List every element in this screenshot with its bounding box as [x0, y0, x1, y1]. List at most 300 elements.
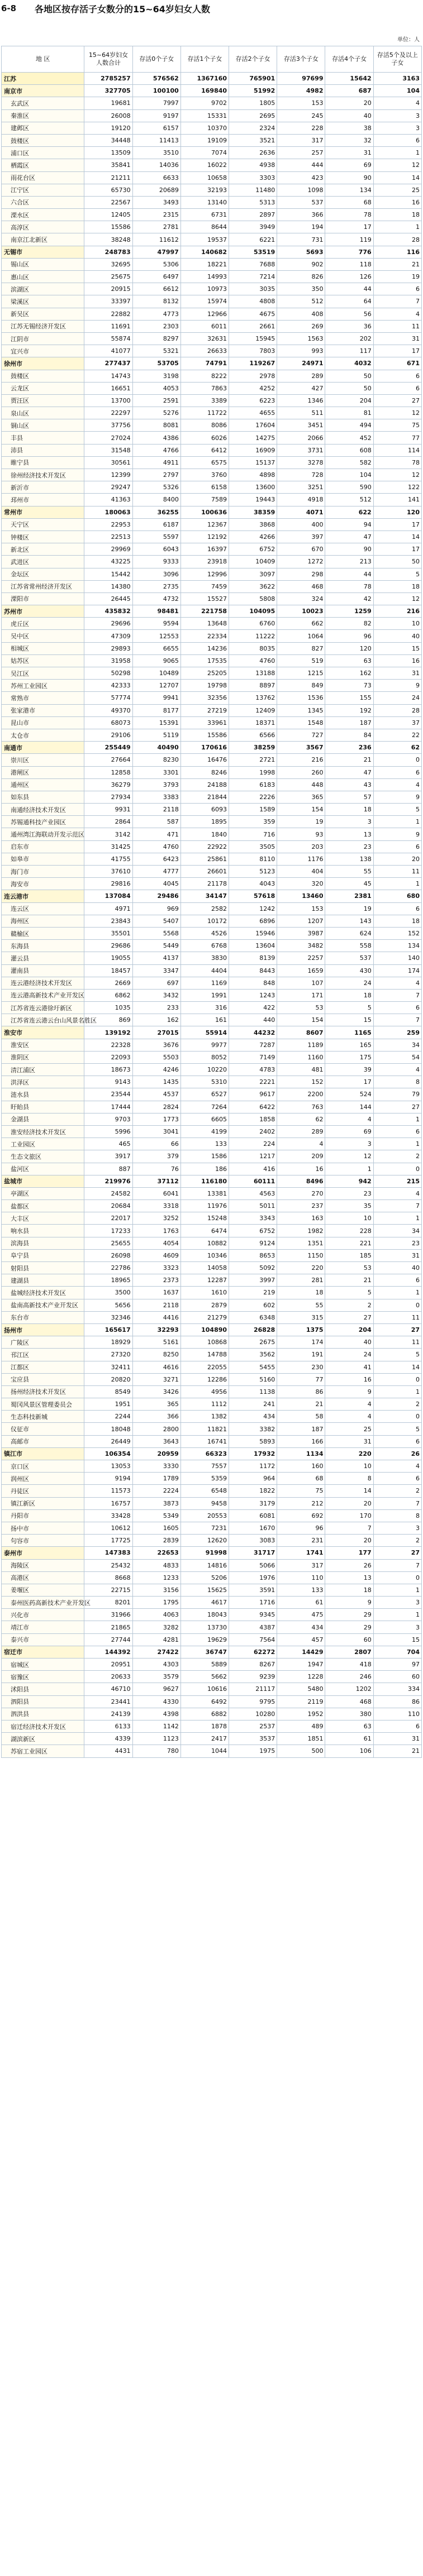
cell-children-0: 4398 — [132, 1708, 180, 1720]
cell-children-5plus: 77 — [373, 432, 421, 444]
table-row — [2, 295, 422, 308]
table-row — [2, 1373, 422, 1385]
cell-region-name: 惠山区 — [2, 271, 84, 283]
header-children-4: 存活4个子女 — [325, 46, 373, 73]
cell-children-4: 120 — [325, 642, 373, 654]
cell-children-4: 590 — [325, 481, 373, 494]
cell-total: 31425 — [84, 840, 132, 853]
cell-region-name: 连云港市 — [2, 890, 84, 902]
cell-children-0: 4386 — [132, 432, 180, 444]
cell-region-name: 江阴市 — [2, 332, 84, 345]
cell-total: 22017 — [84, 1212, 132, 1225]
table-row — [2, 159, 422, 171]
cell-children-0: 4537 — [132, 1088, 180, 1101]
cell-children-2: 5066 — [229, 1559, 277, 1571]
table-row — [2, 1349, 422, 1361]
cell-children-5plus: 6 — [373, 1435, 421, 1447]
cell-children-5plus: 31 — [373, 667, 421, 680]
cell-children-2: 3562 — [229, 1349, 277, 1361]
cell-children-4: 78 — [325, 580, 373, 592]
cell-children-4: 20 — [325, 97, 373, 109]
cell-total: 20633 — [84, 1671, 132, 1683]
cell-total: 30561 — [84, 456, 132, 469]
cell-children-0: 11413 — [132, 134, 180, 146]
table-row — [2, 618, 422, 630]
cell-children-5plus: 11 — [373, 1336, 421, 1349]
cell-region-name: 铜山区 — [2, 419, 84, 432]
cell-children-3: 1228 — [277, 1671, 325, 1683]
cell-children-1: 13140 — [180, 196, 229, 208]
cell-children-3: 1346 — [277, 394, 325, 407]
cell-total: 33397 — [84, 295, 132, 308]
cell-region-name: 海陵区 — [2, 1559, 84, 1571]
cell-region-name: 滨湖区 — [2, 283, 84, 295]
cell-children-5plus: 16 — [373, 196, 421, 208]
cell-children-5plus: 3 — [373, 1522, 421, 1534]
cell-children-5plus: 134 — [373, 940, 421, 952]
cell-children-4: 220 — [325, 1447, 373, 1460]
cell-children-4: 13 — [325, 1571, 373, 1584]
cell-children-4: 537 — [325, 952, 373, 964]
cell-children-3: 24971 — [277, 357, 325, 370]
cell-children-5plus: 2 — [373, 1535, 421, 1547]
cell-children-4: 162 — [325, 667, 373, 680]
cell-children-1: 100636 — [180, 506, 229, 518]
cell-region-name: 沛县 — [2, 444, 84, 456]
cell-children-3: 10023 — [277, 605, 325, 618]
cell-children-5plus: 0 — [373, 1571, 421, 1584]
cell-children-4: 53 — [325, 1262, 373, 1274]
cell-children-3: 2066 — [277, 432, 325, 444]
table-row — [2, 1485, 422, 1497]
cell-children-5plus: 12 — [373, 592, 421, 605]
header-region: 地 区 — [2, 46, 84, 73]
cell-children-4: 39 — [325, 1064, 373, 1076]
cell-region-name: 盐城市 — [2, 1175, 84, 1187]
cell-children-5plus: 6 — [373, 1720, 421, 1732]
cell-children-4: 4 — [325, 1398, 373, 1411]
cell-total: 13053 — [84, 1460, 132, 1473]
cell-region-name: 海安市 — [2, 878, 84, 890]
cell-children-0: 9333 — [132, 556, 180, 568]
cell-children-2: 4252 — [229, 382, 277, 394]
cell-children-4: 1202 — [325, 1683, 373, 1695]
table-row — [2, 171, 422, 184]
cell-children-0: 233 — [132, 1002, 180, 1014]
table-row — [2, 742, 422, 754]
cell-children-1: 14816 — [180, 1559, 229, 1571]
cell-children-2: 5092 — [229, 1262, 277, 1274]
cell-children-0: 4045 — [132, 878, 180, 890]
cell-children-0: 1763 — [132, 1225, 180, 1237]
cell-children-0: 53705 — [132, 357, 180, 370]
cell-total: 14743 — [84, 370, 132, 382]
table-row — [2, 1695, 422, 1708]
cell-total: 5996 — [84, 1125, 132, 1138]
cell-total: 20915 — [84, 283, 132, 295]
cell-children-5plus: 1 — [373, 1584, 421, 1596]
cell-children-5plus: 17 — [373, 518, 421, 531]
cell-children-5plus: 37 — [373, 716, 421, 729]
table-row — [2, 469, 422, 481]
cell-children-5plus: 4 — [373, 778, 421, 791]
cell-children-0: 8230 — [132, 754, 180, 766]
cell-region-name: 宿城区 — [2, 1659, 84, 1671]
table-row — [2, 332, 422, 345]
cell-children-2: 38359 — [229, 506, 277, 518]
cell-children-0: 1233 — [132, 1571, 180, 1584]
cell-children-2: 3521 — [229, 134, 277, 146]
cell-children-1: 1044 — [180, 1745, 229, 1757]
cell-children-1: 4199 — [180, 1125, 229, 1138]
cell-children-3: 519 — [277, 654, 325, 667]
cell-children-0: 3510 — [132, 147, 180, 159]
cell-children-0: 2839 — [132, 1535, 180, 1547]
cell-children-4: 213 — [325, 556, 373, 568]
cell-children-2: 3997 — [229, 1274, 277, 1287]
cell-children-5plus: 141 — [373, 494, 421, 506]
cell-children-1: 3830 — [180, 952, 229, 964]
cell-children-2: 8443 — [229, 964, 277, 977]
cell-children-2: 2324 — [229, 122, 277, 134]
cell-children-3: 475 — [277, 1609, 325, 1621]
cell-children-5plus: 62 — [373, 742, 421, 754]
table-row — [2, 481, 422, 494]
table-row — [2, 1323, 422, 1336]
cell-children-1: 21279 — [180, 1311, 229, 1323]
table-row — [2, 716, 422, 729]
cell-children-1: 11821 — [180, 1423, 229, 1435]
cell-region-name: 钟楼区 — [2, 531, 84, 543]
table-row — [2, 952, 422, 964]
table-row — [2, 258, 422, 270]
table-row — [2, 456, 422, 469]
cell-region-name: 徐州市 — [2, 357, 84, 370]
cell-region-name: 淮阴区 — [2, 1051, 84, 1063]
cell-children-3: 315 — [277, 1311, 325, 1323]
cell-children-1: 15527 — [180, 592, 229, 605]
cell-region-name: 宿迁经济技术开发区 — [2, 1720, 84, 1732]
cell-children-0: 4616 — [132, 1361, 180, 1373]
cell-children-4: 23 — [325, 1187, 373, 1199]
table-row — [2, 221, 422, 233]
cell-children-4: 418 — [325, 1659, 373, 1671]
table-row — [2, 1311, 422, 1323]
cell-children-0: 20689 — [132, 184, 180, 196]
cell-children-2: 53519 — [229, 246, 277, 258]
cell-children-0: 697 — [132, 977, 180, 989]
cell-children-2: 62272 — [229, 1646, 277, 1658]
cell-children-4: 20 — [325, 1497, 373, 1509]
cell-children-0: 1637 — [132, 1287, 180, 1299]
cell-region-name: 苏宿工业园区 — [2, 1745, 84, 1757]
cell-children-1: 4956 — [180, 1385, 229, 1398]
cell-total: 1951 — [84, 1398, 132, 1411]
table-row — [2, 1002, 422, 1014]
cell-children-5plus: 78 — [373, 456, 421, 469]
cell-children-2: 4808 — [229, 295, 277, 308]
cell-children-1: 32356 — [180, 692, 229, 704]
table-row — [2, 357, 422, 370]
cell-children-1: 6158 — [180, 481, 229, 494]
cell-region-name: 盐城经济技术开发区 — [2, 1287, 84, 1299]
cell-children-5plus: 2 — [373, 1150, 421, 1163]
cell-children-0: 4911 — [132, 456, 180, 469]
cell-children-3: 1176 — [277, 853, 325, 865]
cell-region-name: 相城区 — [2, 642, 84, 654]
cell-children-4: 36 — [325, 320, 373, 332]
cell-children-3: 489 — [277, 1720, 325, 1732]
cell-children-5plus: 7 — [373, 295, 421, 308]
cell-region-name: 云龙区 — [2, 382, 84, 394]
cell-children-3: 21 — [277, 1398, 325, 1411]
cell-children-1: 1112 — [180, 1398, 229, 1411]
cell-children-2: 440 — [229, 1014, 277, 1026]
cell-region-name: 泰州医药高新技术产业开发区 — [2, 1597, 84, 1609]
cell-children-1: 3760 — [180, 469, 229, 481]
table-row — [2, 1621, 422, 1633]
cell-region-name: 泗阳县 — [2, 1695, 84, 1708]
cell-children-1: 6882 — [180, 1708, 229, 1720]
cell-total: 3500 — [84, 1287, 132, 1299]
cell-children-4: 2381 — [325, 890, 373, 902]
cell-total: 29893 — [84, 642, 132, 654]
cell-children-1: 10658 — [180, 171, 229, 184]
cell-region-name: 海门市 — [2, 866, 84, 878]
cell-region-name: 泗洪县 — [2, 1708, 84, 1720]
table-row — [2, 246, 422, 258]
table-row — [2, 680, 422, 692]
cell-children-2: 11222 — [229, 630, 277, 642]
cell-children-3: 97699 — [277, 73, 325, 85]
cell-children-1: 12287 — [180, 1274, 229, 1287]
cell-children-3: 281 — [277, 1274, 325, 1287]
cell-children-4: 5 — [325, 1287, 373, 1299]
cell-children-2: 8139 — [229, 952, 277, 964]
cell-children-3: 3731 — [277, 444, 325, 456]
table-row — [2, 85, 422, 97]
cell-children-1: 6011 — [180, 320, 229, 332]
cell-children-1: 14993 — [180, 271, 229, 283]
cell-children-0: 3493 — [132, 196, 180, 208]
cell-children-3: 1351 — [277, 1237, 325, 1249]
cell-children-4: 15 — [325, 1014, 373, 1026]
cell-total: 16757 — [84, 1497, 132, 1509]
cell-children-5plus: 31 — [373, 332, 421, 345]
table-row — [2, 556, 422, 568]
cell-total: 27934 — [84, 791, 132, 803]
cell-children-2: 1975 — [229, 1745, 277, 1757]
cell-children-4: 61 — [325, 1733, 373, 1745]
cell-children-5plus: 3163 — [373, 73, 421, 85]
cell-children-4: 38 — [325, 122, 373, 134]
cell-children-3: 298 — [277, 568, 325, 580]
cell-children-1: 33961 — [180, 716, 229, 729]
cell-children-0: 2303 — [132, 320, 180, 332]
cell-total: 31966 — [84, 1609, 132, 1621]
cell-children-3: 763 — [277, 1101, 325, 1113]
cell-children-1: 186 — [180, 1163, 229, 1175]
cell-children-4: 32 — [325, 134, 373, 146]
cell-children-3: 1189 — [277, 1039, 325, 1051]
cell-children-3: 317 — [277, 1559, 325, 1571]
cell-children-5plus: 1 — [373, 221, 421, 233]
cell-region-name: 新吴区 — [2, 308, 84, 320]
cell-region-name: 邗江区 — [2, 1349, 84, 1361]
cell-children-3: 3482 — [277, 940, 325, 952]
cell-children-3: 1536 — [277, 692, 325, 704]
cell-total: 17233 — [84, 1225, 132, 1237]
cell-children-5plus: 6 — [373, 1125, 421, 1138]
cell-children-0: 4281 — [132, 1633, 180, 1646]
cell-total: 869 — [84, 1014, 132, 1026]
cell-children-3: 154 — [277, 804, 325, 816]
cell-children-4: 134 — [325, 184, 373, 196]
table-row — [2, 1497, 422, 1509]
cell-region-name: 生态文旅区 — [2, 1150, 84, 1163]
cell-total: 68073 — [84, 716, 132, 729]
cell-children-1: 4526 — [180, 927, 229, 939]
cell-children-1: 18043 — [180, 1609, 229, 1621]
cell-total: 31958 — [84, 654, 132, 667]
cell-children-0: 4053 — [132, 382, 180, 394]
table-row — [2, 1633, 422, 1646]
cell-total: 8549 — [84, 1385, 132, 1398]
cell-children-4: 18 — [325, 804, 373, 816]
cell-children-3: 3451 — [277, 419, 325, 432]
cell-region-name: 江苏省连云港云台山风景名胜区 — [2, 1014, 84, 1026]
cell-children-1: 1169 — [180, 977, 229, 989]
table-row — [2, 1175, 422, 1187]
cell-region-name: 连云港高新技术产业开发区 — [2, 989, 84, 1001]
cell-children-4: 44 — [325, 283, 373, 295]
cell-total: 26445 — [84, 592, 132, 605]
cell-total: 165617 — [84, 1323, 132, 1336]
cell-total: 887 — [84, 1163, 132, 1175]
cell-region-name: 溧阳市 — [2, 592, 84, 605]
cell-children-0: 4760 — [132, 840, 180, 853]
cell-region-name: 锡山区 — [2, 258, 84, 270]
cell-children-4: 468 — [325, 1695, 373, 1708]
cell-children-4: 185 — [325, 1249, 373, 1261]
cell-total: 6133 — [84, 1720, 132, 1732]
cell-children-1: 91998 — [180, 1547, 229, 1559]
cell-children-5plus: 3 — [373, 109, 421, 122]
cell-children-4: 29 — [325, 1609, 373, 1621]
cell-children-5plus: 6 — [373, 370, 421, 382]
cell-children-5plus: 3 — [373, 122, 421, 134]
cell-children-1: 32631 — [180, 332, 229, 345]
cell-children-1: 6093 — [180, 804, 229, 816]
cell-children-2: 2661 — [229, 320, 277, 332]
cell-total: 180063 — [84, 506, 132, 518]
table-row — [2, 320, 422, 332]
cell-children-0: 3426 — [132, 1385, 180, 1398]
cell-total: 10612 — [84, 1522, 132, 1534]
cell-children-2: 1172 — [229, 1460, 277, 1473]
cell-children-1: 169840 — [180, 85, 229, 97]
cell-children-3: 902 — [277, 258, 325, 270]
cell-region-name: 通州区 — [2, 778, 84, 791]
cell-children-1: 15625 — [180, 1584, 229, 1596]
cell-region-name: 涟水县 — [2, 1088, 84, 1101]
cell-children-2: 4266 — [229, 531, 277, 543]
cell-children-2: 1976 — [229, 1571, 277, 1584]
cell-children-5plus: 25 — [373, 184, 421, 196]
cell-children-5plus: 86 — [373, 1695, 421, 1708]
cell-children-4: 21 — [325, 754, 373, 766]
cell-children-4: 17 — [325, 1076, 373, 1088]
cell-total: 12399 — [84, 469, 132, 481]
table-row — [2, 1411, 422, 1423]
cell-children-0: 3873 — [132, 1497, 180, 1509]
cell-children-5plus: 60 — [373, 1671, 421, 1683]
cell-children-0: 100100 — [132, 85, 180, 97]
cell-region-name: 姑苏区 — [2, 654, 84, 667]
cell-children-5plus: 22 — [373, 729, 421, 741]
cell-children-3: 4918 — [277, 494, 325, 506]
cell-children-5plus: 9 — [373, 828, 421, 840]
cell-region-name: 泉山区 — [2, 407, 84, 419]
table-row — [2, 1113, 422, 1125]
cell-children-5plus: 18 — [373, 915, 421, 927]
cell-children-5plus: 8 — [373, 1076, 421, 1088]
table-row — [2, 73, 422, 85]
cell-children-3: 1548 — [277, 716, 325, 729]
cell-children-5plus: 4 — [373, 977, 421, 989]
cell-children-3: 55 — [277, 1299, 325, 1311]
cell-children-0: 8297 — [132, 332, 180, 345]
cell-total: 13509 — [84, 147, 132, 159]
cell-total: 43225 — [84, 556, 132, 568]
cell-children-4: 47 — [325, 766, 373, 778]
cell-region-name: 六合区 — [2, 196, 84, 208]
cell-children-4: 126 — [325, 271, 373, 283]
cell-region-name: 东台市 — [2, 1311, 84, 1323]
cell-total: 15442 — [84, 568, 132, 580]
table-body — [2, 73, 422, 1758]
cell-children-1: 2879 — [180, 1299, 229, 1311]
cell-children-3: 400 — [277, 518, 325, 531]
cell-children-3: 662 — [277, 618, 325, 630]
cell-children-3: 434 — [277, 1621, 325, 1633]
cell-region-name: 启东市 — [2, 840, 84, 853]
table-row — [2, 1559, 422, 1571]
cell-children-0: 5349 — [132, 1509, 180, 1522]
cell-children-0: 3432 — [132, 989, 180, 1001]
table-row — [2, 1423, 422, 1435]
cell-children-3: 61 — [277, 1597, 325, 1609]
cell-children-4: 16 — [325, 1373, 373, 1385]
cell-children-3: 731 — [277, 233, 325, 246]
cell-children-3: 269 — [277, 320, 325, 332]
cell-region-name: 宜兴市 — [2, 345, 84, 357]
cell-children-5plus: 12 — [373, 469, 421, 481]
cell-children-5plus: 6 — [373, 902, 421, 915]
cell-total: 46710 — [84, 1683, 132, 1695]
cell-children-3: 481 — [277, 1064, 325, 1076]
cell-total: 9194 — [84, 1473, 132, 1485]
cell-region-name: 贾汪区 — [2, 394, 84, 407]
cell-region-name: 广陵区 — [2, 1336, 84, 1349]
cell-children-5plus: 174 — [373, 964, 421, 977]
cell-total: 57774 — [84, 692, 132, 704]
table-row — [2, 1473, 422, 1485]
cell-children-0: 2118 — [132, 1299, 180, 1311]
table-row — [2, 580, 422, 592]
cell-children-4: 10 — [325, 1460, 373, 1473]
cell-children-3: 75 — [277, 1485, 325, 1497]
